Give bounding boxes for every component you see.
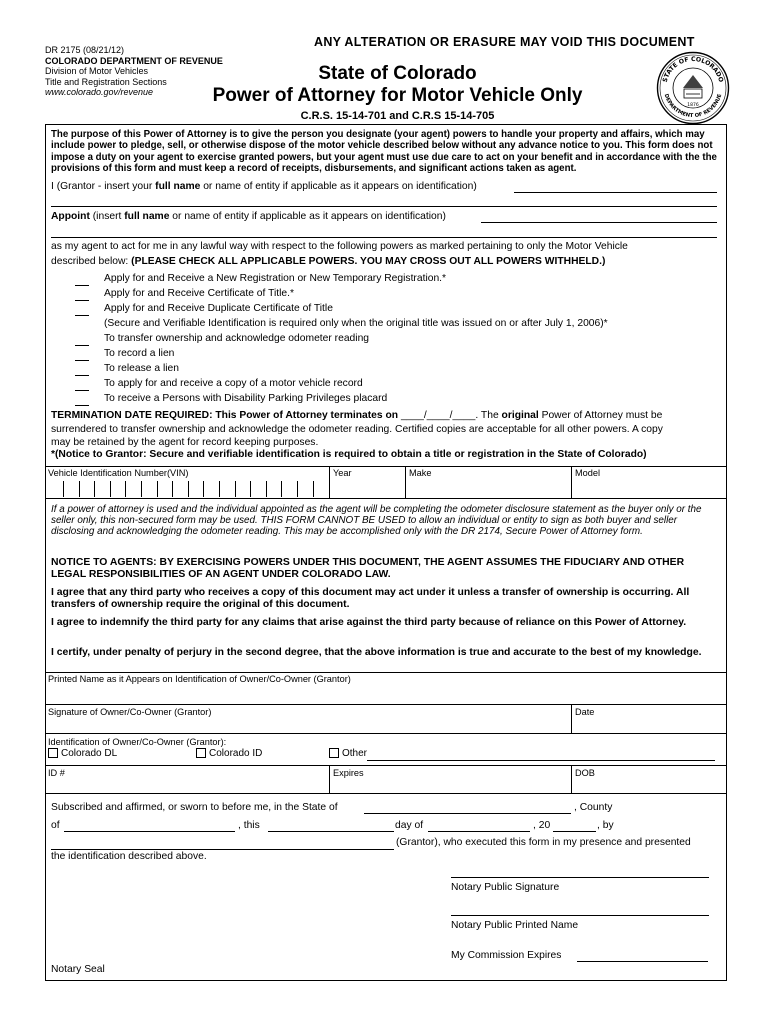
termination-date-field[interactable]: ____/____/____: [400, 410, 476, 421]
make-label: Make: [409, 468, 432, 478]
signature-label: Signature of Owner/Co-Owner (Grantor): [48, 707, 212, 717]
section-name: Title and Registration Sections: [45, 76, 167, 87]
grantor-label-pre: I (Grantor - insert your: [51, 181, 156, 192]
notary-state-field[interactable]: [364, 813, 571, 814]
other-id-option[interactable]: [329, 748, 367, 759]
power-record-lien: To record a lien: [104, 348, 175, 359]
model-field[interactable]: [572, 478, 726, 498]
form-title: Power of Attorney for Motor Vehicle Only: [212, 85, 583, 106]
vin-character-divider: [63, 481, 64, 497]
termination-line-3: may be retained by the agent for record keeping purposes.: [51, 437, 319, 448]
colorado-dl-label: Colorado DL: [61, 748, 118, 759]
grantor-label-post: or name of entity if applicable as it appears on identification): [200, 181, 477, 192]
sig-table-top-rule: [45, 672, 727, 673]
vin-character-divider: [172, 481, 173, 497]
described-line: [51, 256, 605, 267]
date-field[interactable]: [572, 719, 726, 732]
vin-character-divider: [157, 481, 158, 497]
vin-character-divider: [125, 481, 126, 497]
notary-state-label: Subscribed and affirmed, or sworn to before me, in the State of: [51, 802, 338, 813]
notary-state-line: [51, 802, 338, 813]
vin-character-divider: [188, 481, 189, 497]
power-checkbox-transfer-ownership[interactable]: [75, 345, 89, 346]
seal-bottom-text: DEPARTMENT OF REVENUE: [662, 93, 724, 120]
vin-character-divider: [219, 481, 220, 497]
colorado-dl-option[interactable]: [48, 748, 117, 759]
power-checkbox-vehicle-record[interactable]: [75, 390, 89, 391]
other-id-label: Other: [342, 748, 368, 759]
other-id-field[interactable]: [367, 760, 715, 761]
state-seal-logo: [656, 51, 730, 125]
termination-rest: Power of Attorney must be: [538, 410, 663, 421]
power-vehicle-record: To apply for and receive a copy of a motor vehicle record: [104, 378, 363, 389]
notary-seal-label: Notary Seal: [51, 964, 105, 975]
power-duplicate-title: Apply for and Receive Duplicate Certificate of Title: [104, 303, 333, 314]
vehicle-table-bottom-rule: [45, 498, 727, 499]
appoint-bold: full name: [124, 211, 170, 222]
vin-character-divider: [313, 481, 314, 497]
sig-table-rule-3: [45, 733, 727, 734]
grantor-name-field[interactable]: [514, 192, 717, 193]
power-disability-placard: To receive a Persons with Disability Parking Privileges placard: [104, 393, 388, 404]
power-checkbox-record-lien[interactable]: [75, 360, 89, 361]
colorado-id-label: Colorado ID: [209, 748, 263, 759]
power-new-registration: Apply for and Receive a New Registration or New Temporary Registration.*: [104, 273, 447, 284]
grantor-id-notice: *(Notice to Grantor: Secure and verifiable identification is required to obtain a title or registration in the State of Colorado): [51, 449, 647, 460]
division-name: Division of Motor Vehicles: [45, 66, 149, 77]
power-certificate-title: Apply for and Receive Certificate of Title.*: [104, 288, 295, 299]
seal-year: 1876: [687, 103, 699, 108]
vehicle-table-top-rule: [45, 466, 727, 467]
colorado-id-option[interactable]: [196, 748, 262, 759]
expires-label: Expires: [333, 768, 364, 778]
vin-label: Vehicle Identification Number(VIN): [48, 468, 189, 478]
agent-name-field-continued[interactable]: [51, 237, 717, 238]
sig-table-bottom-rule: [45, 793, 727, 794]
void-notice: ANY ALTERATION OR ERASURE MAY VOID THIS DOCUMENT: [314, 35, 695, 49]
notary-printed-name-field[interactable]: [451, 915, 709, 916]
id-type-label: Identification of Owner/Co-Owner (Grantor):: [48, 737, 227, 747]
year-label: Year: [333, 468, 352, 478]
notary-year-prefix: , 20: [533, 820, 551, 831]
notary-commission-label: My Commission Expires: [451, 950, 562, 961]
power-checkbox-disability-placard[interactable]: [75, 405, 89, 406]
other-id-checkbox[interactable]: [329, 748, 339, 758]
indemnify-agreement: I agree to indemnify the third party for any claims that arise against the third party because of reliance on this Power of Attorney.: [51, 617, 687, 628]
power-checkbox-new-registration[interactable]: [75, 285, 89, 286]
notary-grantor-statement: (Grantor), who executed this form in my presence and presented: [396, 837, 691, 848]
appoint-label: Appoint: [51, 211, 90, 222]
dob-label: DOB: [575, 768, 595, 778]
sig-table-rule-4: [45, 765, 727, 766]
termination-line: [51, 410, 662, 421]
appoint-post: or name of entity if applicable as it appears on identification): [169, 211, 446, 222]
power-release-lien: To release a lien: [104, 363, 179, 374]
printed-name-label: Printed Name as it Appears on Identification of Owner/Co-Owner (Grantor): [48, 674, 351, 684]
seal-top-text: STATE OF COLORADO: [661, 55, 725, 84]
notary-this-label: , this: [238, 820, 260, 831]
notary-by-label: , by: [597, 820, 614, 831]
model-label: Model: [575, 468, 601, 478]
odometer-note: If a power of attorney is used and the individual appointed as the agent will be completing the odometer disclosure statement as the buyer only or the seller only, this non-secured form may be used. THIS FORM CANNOT BE USED to allow an individual or entity to sign as both buyer and seller disclosing and acknowledging the odometer reading. This may be accomplished only with the DR 2174, Secure Power of Attorney form.: [51, 504, 702, 538]
notary-printed-name-label: Notary Public Printed Name: [451, 920, 579, 931]
grantor-line: [51, 181, 477, 192]
vin-character-divider: [235, 481, 236, 497]
purpose-paragraph: The purpose of this Power of Attorney is to give the person you designate (your agent) powers to handle your property and affairs, which may include power to pledge, sell, or otherwise dispose of the motor vehicle described below without any advance notice to you. This form does not impose a duty on your agent to exercise granted powers, but your agent must use due care to act on your benefit and in accordance with the the provisions of this form and must keep a record of receipts, disbursements, and significant actions taken as agent.: [51, 129, 717, 175]
notary-day-of-label: day of: [395, 820, 424, 831]
termination-original: original: [501, 410, 539, 421]
id-number-field[interactable]: [46, 780, 328, 792]
vin-character-divider: [110, 481, 111, 497]
vin-character-divider: [94, 481, 95, 497]
colorado-dl-checkbox[interactable]: [48, 748, 58, 758]
vin-character-divider: [297, 481, 298, 497]
department-name: COLORADO DEPARTMENT OF REVENUE: [45, 55, 223, 66]
notary-year-field[interactable]: [553, 831, 596, 832]
dob-field[interactable]: [572, 780, 726, 792]
third-party-agreement: I agree that any third party who receives a copy of this document may act under it unless a transfer of ownership is occurring. All transfers of ownership require the original of this document.: [51, 587, 690, 610]
power-checkbox-certificate-title[interactable]: [75, 300, 89, 301]
colorado-id-checkbox[interactable]: [196, 748, 206, 758]
notary-month-field[interactable]: [428, 831, 530, 832]
vin-character-divider: [250, 481, 251, 497]
id-number-label: ID #: [48, 768, 65, 778]
date-label: Date: [575, 707, 595, 717]
agent-name-field[interactable]: [481, 222, 717, 223]
form-id: DR 2175 (08/21/12): [45, 45, 125, 55]
printed-name-field[interactable]: [46, 686, 726, 704]
sig-table-rule-2: [45, 704, 727, 705]
appoint-line: [51, 211, 446, 222]
signature-field[interactable]: [46, 719, 570, 732]
vin-character-divider: [79, 481, 80, 497]
termination-line-2: surrendered to transfer ownership and acknowledge the odometer reading. Certified copies are acceptable for all other powers. A copy: [51, 424, 663, 435]
power-duplicate-title-note: (Secure and Verifiable Identification is required only when the original title was issued on or after July 1, 2006)*: [104, 318, 608, 329]
statute-reference: C.R.S. 15-14-701 and C.R.S 15-14-705: [300, 110, 495, 122]
grantor-name-field-continued[interactable]: [51, 206, 717, 207]
make-field[interactable]: [406, 478, 570, 498]
vin-character-divider: [281, 481, 282, 497]
notary-day-field[interactable]: [268, 831, 394, 832]
notary-county-label: , County: [574, 802, 613, 813]
year-field[interactable]: [330, 478, 404, 498]
described-pre: described below:: [51, 256, 132, 267]
expires-field[interactable]: [330, 780, 570, 792]
power-checkbox-release-lien[interactable]: [75, 375, 89, 376]
notary-signature-field[interactable]: [451, 877, 709, 878]
appoint-pre: (insert: [89, 211, 125, 222]
vin-character-divider: [266, 481, 267, 497]
notice-to-agents: NOTICE TO AGENTS: BY EXERCISING POWERS UNDER THIS DOCUMENT, THE AGENT ASSUMES THE FIDUCIARY AND OTHER LEGAL RESPONSIBILITIES OF AN AGENT UNDER COLORADO LAW.: [51, 557, 685, 580]
notary-commission-field[interactable]: [577, 961, 708, 962]
vin-character-divider: [141, 481, 142, 497]
notary-signature-label: Notary Public Signature: [451, 882, 560, 893]
agent-powers-line: as my agent to act for me in any lawful way with respect to the following powers as marked pertaining to only the Motor Vehicle: [51, 241, 628, 252]
notary-identification-statement: the identification described above.: [51, 851, 207, 862]
described-bold: (PLEASE CHECK ALL APPLICABLE POWERS. YOU MAY CROSS OUT ALL POWERS WITHHELD.): [131, 256, 606, 267]
termination-mid: . The: [475, 410, 502, 421]
notary-of-label: of: [51, 820, 60, 831]
power-transfer-ownership: To transfer ownership and acknowledge odometer reading: [104, 333, 370, 344]
perjury-certification: I certify, under penalty of perjury in the second degree, that the above information is true and accurate to the best of my knowledge.: [51, 647, 702, 658]
power-checkbox-duplicate-title[interactable]: [75, 315, 89, 316]
grantor-label-bold: full name: [155, 181, 201, 192]
website: www.colorado.gov/revenue: [45, 87, 154, 98]
notary-county-field[interactable]: [64, 831, 235, 832]
termination-label: TERMINATION DATE REQUIRED: This Power of Attorney terminates on: [51, 410, 399, 421]
form-title-state: State of Colorado: [318, 63, 477, 84]
vin-character-divider: [203, 481, 204, 497]
notary-grantor-name-field[interactable]: [51, 849, 394, 850]
